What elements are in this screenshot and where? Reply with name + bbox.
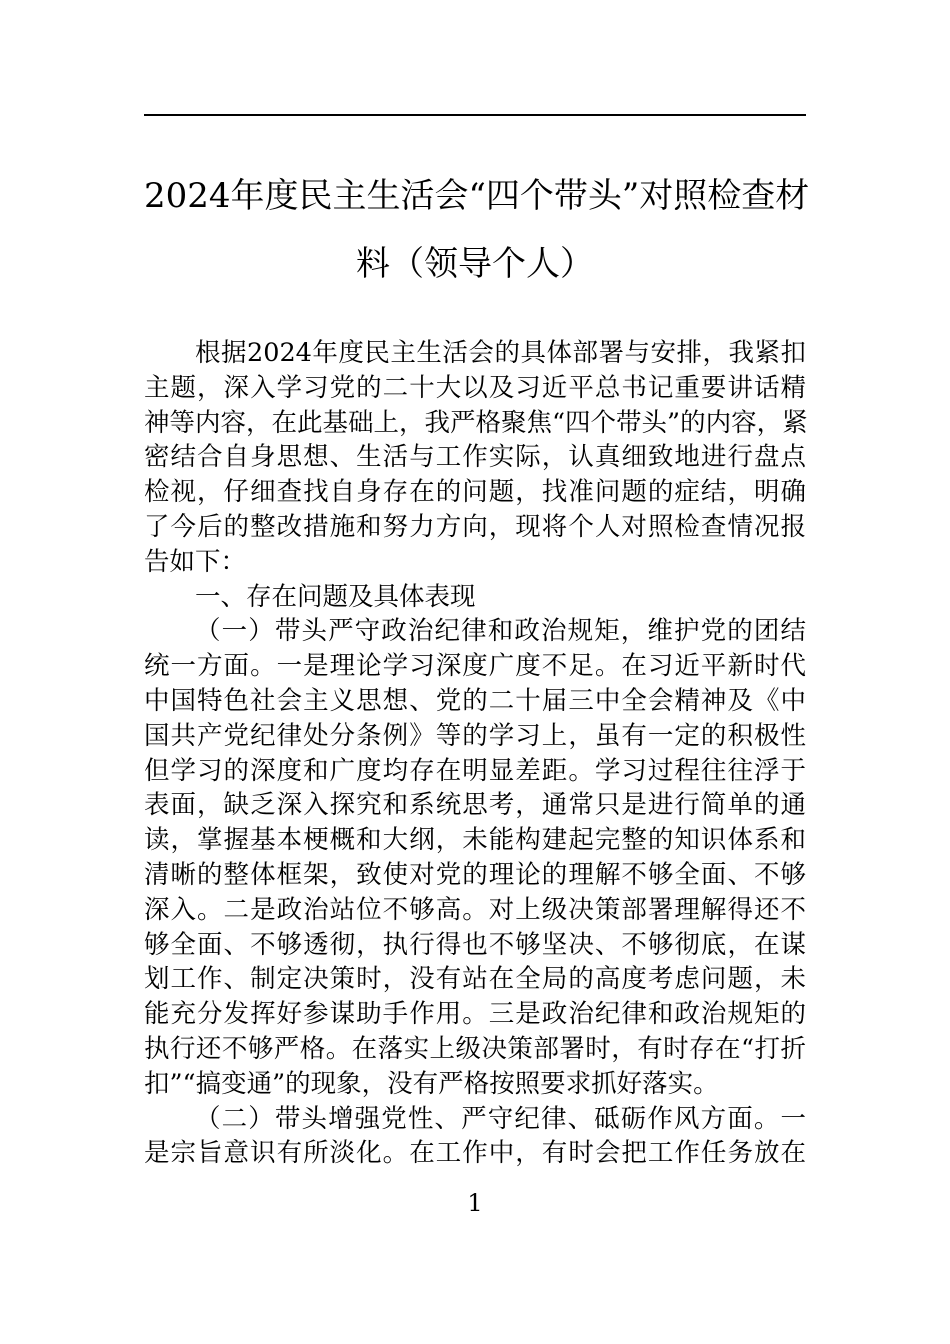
body-line: 读，掌握基本梗概和大纲，未能构建起完整的知识体系和 xyxy=(144,825,806,856)
subsection-heading: （一）带头严守政治纪律和政治规矩，维护党的团结 xyxy=(195,616,806,647)
body-line: 执行还不够严格。在落实上级决策部署时，有时存在“打折 xyxy=(144,1033,806,1064)
document-body xyxy=(144,336,806,1171)
body-line: 告如下： xyxy=(144,546,247,577)
body-line: 扣”“搞变通”的现象，没有严格按照要求抓好落实。 xyxy=(144,1068,719,1099)
body-line: 表面，缺乏深入探究和系统思考，通常只是进行简单的通 xyxy=(144,790,806,821)
body-line: 密结合自身思想、生活与工作实际，认真细致地进行盘点 xyxy=(144,442,806,473)
document-title-line-1: 2024年度民主生活会“四个带头”对照检查材 xyxy=(144,176,810,216)
body-line: 划工作、制定决策时，没有站在全局的高度考虑问题，未 xyxy=(144,964,806,995)
body-line: 主题，深入学习党的二十大以及习近平总书记重要讲话精 xyxy=(144,372,806,403)
body-line: 能充分发挥好参谋助手作用。三是政治纪律和政治规矩的 xyxy=(144,999,806,1030)
header-rule xyxy=(144,114,806,116)
body-line: 清晰的整体框架，致使对党的理论的理解不够全面、不够 xyxy=(144,859,806,890)
body-line: 是宗旨意识有所淡化。在工作中，有时会把工作任务放在 xyxy=(144,1138,806,1169)
document-title-line-2: 料（领导个人） xyxy=(356,244,594,284)
body-line: 了今后的整改措施和努力方向，现将个人对照检查情况报 xyxy=(144,511,806,542)
section-heading: 一、存在问题及具体表现 xyxy=(195,581,476,612)
body-line: 但学习的深度和广度均存在明显差距。学习过程往往浮于 xyxy=(144,755,806,786)
body-line: 够全面、不够透彻，执行得也不够坚决、不够彻底，在谋 xyxy=(144,929,806,960)
body-line: 统一方面。一是理论学习深度广度不足。在习近平新时代 xyxy=(144,651,806,682)
body-line: 神等内容，在此基础上，我严格聚焦“四个带头”的内容，紧 xyxy=(144,407,808,438)
body-line: 中国特色社会主义思想、党的二十届三中全会精神及《中 xyxy=(144,685,806,716)
page-number: 1 xyxy=(467,1189,483,1217)
body-line: 深入。二是政治站位不够高。对上级决策部署理解得还不 xyxy=(144,894,806,925)
body-line: 国共产党纪律处分条例》等的学习上，虽有一定的积极性 xyxy=(144,720,806,751)
body-line: 根据2024年度民主生活会的具体部署与安排，我紧扣 xyxy=(195,338,806,368)
subsection-heading: （二）带头增强党性、严守纪律、砥砺作风方面。一 xyxy=(195,1103,806,1134)
body-line: 检视，仔细查找自身存在的问题，找准问题的症结，明确 xyxy=(144,477,806,508)
